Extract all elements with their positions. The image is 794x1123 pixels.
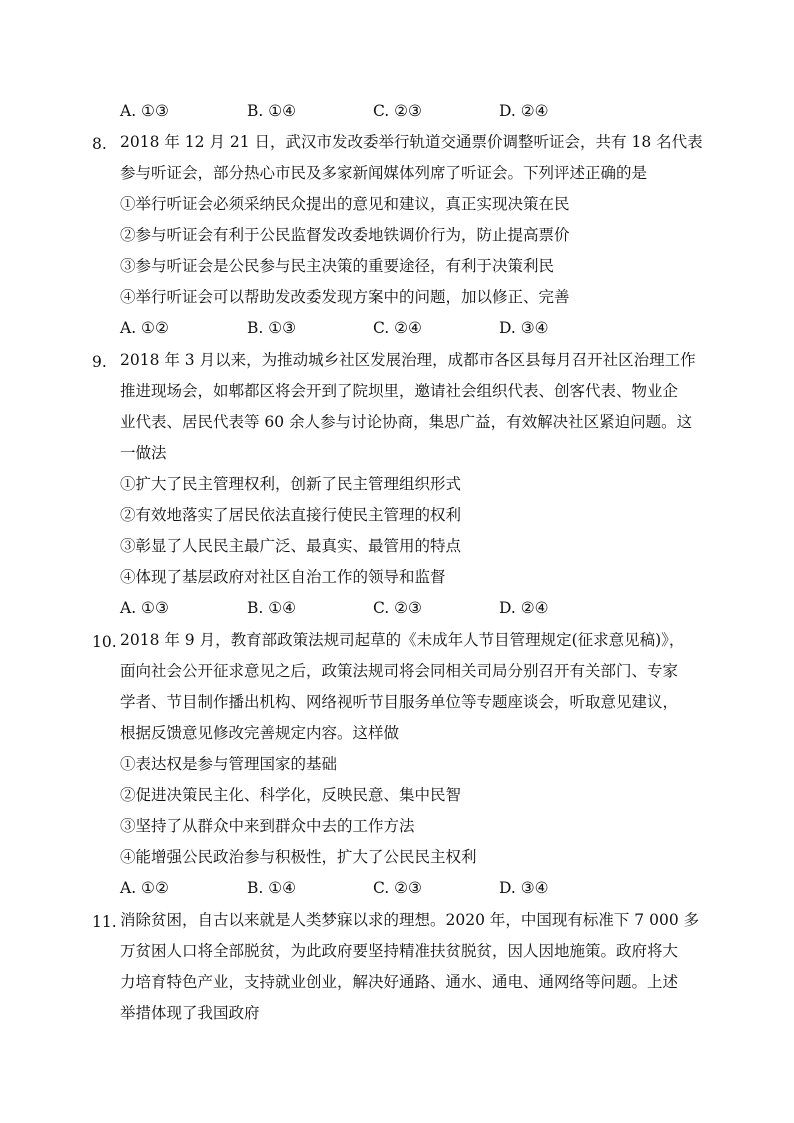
q8-number: 8. <box>92 135 107 153</box>
q10-stem-line: 学者、节目制作播出机构、网络视听节目服务单位等专题座谈会，听取意见建议， <box>120 693 679 711</box>
q7-option-d[interactable]: D. ②④ <box>499 102 549 120</box>
q9-stem-line: 业代表、居民代表等 60 余人参与讨论协商，集思广益，有效解决社区紧迫问题。这 <box>120 413 693 431</box>
q8-stem-line: 2018 年 12 月 21 日，武汉市发改委举行轨道交通票价调整听证会，共有 18 名代表 <box>120 133 703 151</box>
q9-item: ①扩大了民主管理权利，创新了民主管理组织形式 <box>120 475 462 493</box>
q10-item: ④能增强公民政治参与积极性，扩大了公民民主权利 <box>120 848 477 866</box>
q8-option-d[interactable]: D. ③④ <box>499 319 549 337</box>
q8-item: ③参与听证会是公民参与民主决策的重要途径，有利于决策利民 <box>120 257 555 275</box>
q10-item: ①表达权是参与管理国家的基础 <box>120 755 338 773</box>
q10-option-b[interactable]: B. ①④ <box>247 879 297 897</box>
q9-number: 9. <box>92 353 107 371</box>
q10-item: ②促进决策民主化、科学化，反映民意、集中民智 <box>120 786 462 804</box>
q8-stem-line: 参与听证会，部分热心市民及多家新闻媒体列席了听证会。下列评述正确的是 <box>120 164 648 182</box>
q9-stem-line: 推进现场会，如郫都区将会开到了院坝里，邀请社会组织代表、创客代表、物业企 <box>120 382 679 400</box>
q10-stem-line: 面向社会公开征求意见之后，政策法规司将会同相关司局分别召开有关部门、专家 <box>120 662 679 680</box>
q8-option-c[interactable]: C. ②④ <box>373 319 422 337</box>
q9-item: ③彰显了人民民主最广泛、最真实、最管用的特点 <box>120 537 462 555</box>
q11-stem-line: 万贫困人口将全部脱贫，为此政府要坚持精准扶贫脱贫，因人因地施策。政府将大 <box>120 942 679 960</box>
q8-item: ①举行听证会必须采纳民众提出的意见和建议，真正实现决策在民 <box>120 195 570 213</box>
q7-option-b[interactable]: B. ①④ <box>247 102 297 120</box>
q8-item: ②参与听证会有利于公民监督发改委地铁调价行为，防止提高票价 <box>120 226 570 244</box>
q9-stem-line: 一做法 <box>120 444 167 462</box>
q7-option-a[interactable]: A. ①③ <box>120 102 169 120</box>
q8-option-b[interactable]: B. ①③ <box>247 319 297 337</box>
q9-option-b[interactable]: B. ①④ <box>247 599 297 617</box>
q7-option-c[interactable]: C. ②③ <box>373 102 422 120</box>
q9-item: ④体现了基层政府对社区自治工作的领导和监督 <box>120 568 446 586</box>
q10-number: 10. <box>92 633 117 651</box>
q11-stem-line: 力培育特色产业，支持就业创业，解决好通路、通水、通电、通网络等问题。上述 <box>120 973 679 991</box>
q11-stem-line: 消除贫困，自古以来就是人类梦寐以求的理想。2020 年，中国现有标准下 7 000 多 <box>120 911 700 929</box>
q9-option-c[interactable]: C. ②③ <box>373 599 422 617</box>
q9-item: ②有效地落实了居民依法直接行使民主管理的权利 <box>120 506 462 524</box>
q10-stem-line: 根据反馈意见修改完善规定内容。这样做 <box>120 724 400 742</box>
q8-option-a[interactable]: A. ①② <box>120 319 169 337</box>
q8-item: ④举行听证会可以帮助发改委发现方案中的问题，加以修正、完善 <box>120 288 570 306</box>
q11-stem-line: 举措体现了我国政府 <box>120 1004 260 1022</box>
q10-option-d[interactable]: D. ③④ <box>499 879 549 897</box>
q10-option-c[interactable]: C. ②③ <box>373 879 422 897</box>
q9-stem-line: 2018 年 3 月以来，为推动城乡社区发展治理，成都市各区县每月召开社区治理工作 <box>120 351 696 369</box>
q10-option-a[interactable]: A. ①② <box>120 879 169 897</box>
q9-option-d[interactable]: D. ②④ <box>499 599 549 617</box>
q10-item: ③坚持了从群众中来到群众中去的工作方法 <box>120 817 415 835</box>
q11-number: 11. <box>92 913 117 931</box>
q10-stem-line: 2018 年 9 月，教育部政策法规司起草的《未成年人节目管理规定(征求意见稿)》， <box>120 631 685 649</box>
q9-option-a[interactable]: A. ①③ <box>120 599 169 617</box>
